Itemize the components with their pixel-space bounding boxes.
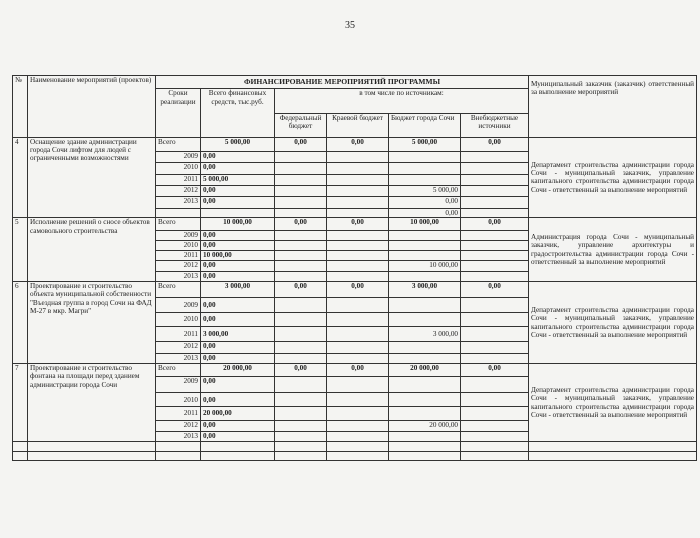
year-cell: 2012 bbox=[156, 186, 201, 197]
regional-value: 0,00 bbox=[327, 281, 389, 297]
row-name: Исполнение решений о сносе объектов самовольного строительства bbox=[28, 218, 156, 282]
year-cell: 2010 bbox=[156, 163, 201, 174]
year-cell: 2013 bbox=[156, 197, 201, 208]
amount-cell: 0,00 bbox=[201, 163, 275, 174]
city-cell: 0,00 bbox=[389, 197, 461, 208]
city-cell bbox=[389, 341, 461, 353]
city-value: 5 000,00 bbox=[389, 137, 461, 151]
year-cell: 2009 bbox=[156, 376, 201, 392]
header-federal: Федеральный бюджет bbox=[275, 114, 327, 138]
amount-cell: 0,00 bbox=[201, 152, 275, 163]
city-cell bbox=[389, 271, 461, 281]
city-cell bbox=[389, 230, 461, 240]
regional-value: 0,00 bbox=[327, 364, 389, 376]
extra-value: 0,00 bbox=[461, 218, 529, 230]
year-cell: 2011 bbox=[156, 327, 201, 341]
year-cell: 2009 bbox=[156, 298, 201, 312]
header-term: Сроки реализации bbox=[156, 89, 201, 137]
amount-cell: 0,00 bbox=[201, 392, 275, 406]
city-cell bbox=[389, 240, 461, 250]
city-cell bbox=[389, 174, 461, 185]
city-cell: 20 000,00 bbox=[389, 420, 461, 431]
header-customer: Муниципальный заказчик (заказчик) ответственный за выполнение мероприятий bbox=[529, 76, 697, 138]
year-cell: 2013 bbox=[156, 271, 201, 281]
responsible-text: Департамент строительства администрации города Сочи - муниципальный заказчик, управление капитального строительства администрации города Сочи - ответственный за выполнение мероприятий bbox=[529, 137, 697, 218]
city-cell: 5 000,00 bbox=[389, 186, 461, 197]
year-cell: 2011 bbox=[156, 174, 201, 185]
city-cell: 10 000,00 bbox=[389, 261, 461, 271]
amount-cell: 0,00 bbox=[201, 186, 275, 197]
federal-value: 0,00 bbox=[275, 218, 327, 230]
year-cell: 2009 bbox=[156, 152, 201, 163]
amount-cell: 0,00 bbox=[201, 353, 275, 363]
empty-row bbox=[13, 451, 697, 460]
year-cell: 2011 bbox=[156, 251, 201, 261]
amount-cell: 3 000,00 bbox=[201, 327, 275, 341]
amount-cell: 0,00 bbox=[201, 298, 275, 312]
year-cell: 2010 bbox=[156, 312, 201, 326]
term-total: Всего bbox=[156, 218, 201, 230]
extra-value: 0,00 bbox=[461, 364, 529, 376]
amount-cell: 0,00 bbox=[201, 230, 275, 240]
federal-value: 0,00 bbox=[275, 137, 327, 151]
row-number: 6 bbox=[13, 281, 28, 363]
amount-cell: 5 000,00 bbox=[201, 174, 275, 185]
extra-value: 0,00 bbox=[461, 137, 529, 151]
city-cell bbox=[389, 163, 461, 174]
header-financing: ФИНАНСИРОВАНИЕ МЕРОПРИЯТИЙ ПРОГРАММЫ bbox=[156, 76, 529, 89]
extra-value: 0,00 bbox=[461, 281, 529, 297]
year-cell: 2013 bbox=[156, 353, 201, 363]
row-name: Проектирование и строительство фонтана на площади перед зданием администрации города Сочи bbox=[28, 364, 156, 442]
row-number: 4 bbox=[13, 137, 28, 218]
responsible-text: Департамент строительства администрации города Сочи - муниципальный заказчик, управление капитального строительства администрации города Сочи - ответственный за выполнение мероприятий bbox=[529, 281, 697, 363]
header-sources: в том числе по источникам: bbox=[275, 89, 529, 114]
amount-cell: 0,00 bbox=[201, 432, 275, 442]
city-cell bbox=[389, 407, 461, 420]
header-row bbox=[13, 76, 697, 89]
amount-cell: 0,00 bbox=[201, 271, 275, 281]
city-cell bbox=[389, 251, 461, 261]
amount-cell: 20 000,00 bbox=[201, 407, 275, 420]
amount-total: 10 000,00 bbox=[201, 218, 275, 230]
term-total: Всего bbox=[156, 137, 201, 151]
year-cell: 2013 bbox=[156, 432, 201, 442]
year-cell: 2010 bbox=[156, 392, 201, 406]
row-number: 5 bbox=[13, 218, 28, 282]
amount-cell: 0,00 bbox=[201, 240, 275, 250]
amount-cell: 0,00 bbox=[201, 261, 275, 271]
amount-total: 3 000,00 bbox=[201, 281, 275, 297]
year-cell: 2009 bbox=[156, 230, 201, 240]
header-name: Наименование мероприятий (проектов) bbox=[28, 76, 156, 138]
city-value: 20 000,00 bbox=[389, 364, 461, 376]
table-row bbox=[13, 218, 697, 230]
row-number: 7 bbox=[13, 364, 28, 442]
city-cell bbox=[389, 432, 461, 442]
city-cell: 0,00 bbox=[389, 208, 461, 218]
responsible-text: Департамент строительства администрации города Сочи - муниципальный заказчик, управление капитального строительства администрации города Сочи - ответственный за выполнение мероприятий bbox=[529, 364, 697, 442]
year-cell: 2012 bbox=[156, 341, 201, 353]
header-no: № bbox=[13, 76, 28, 138]
amount-cell: 0,00 bbox=[201, 341, 275, 353]
header-total: Всего финансовых средств, тыс.руб. bbox=[201, 89, 275, 137]
city-value: 10 000,00 bbox=[389, 218, 461, 230]
responsible-text: Администрация города Сочи - муниципальный заказчик, управление архитектуры и градостроительства администрации города Сочи - ответственный за выполнение мероприятий bbox=[529, 218, 697, 282]
amount-cell: 0,00 bbox=[201, 376, 275, 392]
amount-cell: 0,00 bbox=[201, 312, 275, 326]
header-city: Бюджет города Сочи bbox=[389, 114, 461, 138]
federal-value: 0,00 bbox=[275, 364, 327, 376]
term-total: Всего bbox=[156, 364, 201, 376]
year-cell: 2011 bbox=[156, 407, 201, 420]
federal-value: 0,00 bbox=[275, 281, 327, 297]
year-cell: 2012 bbox=[156, 420, 201, 431]
empty-row bbox=[13, 442, 697, 451]
city-cell bbox=[389, 152, 461, 163]
page-number: 35 bbox=[345, 20, 355, 31]
term-total: Всего bbox=[156, 281, 201, 297]
city-cell: 3 000,00 bbox=[389, 327, 461, 341]
amount-cell: 10 000,00 bbox=[201, 251, 275, 261]
header-extra: Внебюджетные источники bbox=[461, 114, 529, 138]
table-row bbox=[13, 137, 697, 151]
city-value: 3 000,00 bbox=[389, 281, 461, 297]
city-cell bbox=[389, 376, 461, 392]
city-cell bbox=[389, 312, 461, 326]
row-name: Проектирование и строительство объекта муниципальной собственности "Въездная группа в город Сочи на ФАД М-27 в мкр. Магри" bbox=[28, 281, 156, 363]
header-regional: Краевой бюджет bbox=[327, 114, 389, 138]
table-row bbox=[13, 364, 697, 376]
row-name: Оснащение здание администрации города Сочи лифтом для людей с ограниченными возможностями bbox=[28, 137, 156, 218]
regional-value: 0,00 bbox=[327, 137, 389, 151]
amount-total: 5 000,00 bbox=[201, 137, 275, 151]
table-row bbox=[13, 281, 697, 297]
amount-cell: 0,00 bbox=[201, 197, 275, 208]
amount-total: 20 000,00 bbox=[201, 364, 275, 376]
city-cell bbox=[389, 392, 461, 406]
regional-value: 0,00 bbox=[327, 218, 389, 230]
financing-table bbox=[12, 75, 697, 461]
amount-cell: 0,00 bbox=[201, 420, 275, 431]
year-cell: 2010 bbox=[156, 240, 201, 250]
city-cell bbox=[389, 298, 461, 312]
year-cell: 2012 bbox=[156, 261, 201, 271]
city-cell bbox=[389, 353, 461, 363]
